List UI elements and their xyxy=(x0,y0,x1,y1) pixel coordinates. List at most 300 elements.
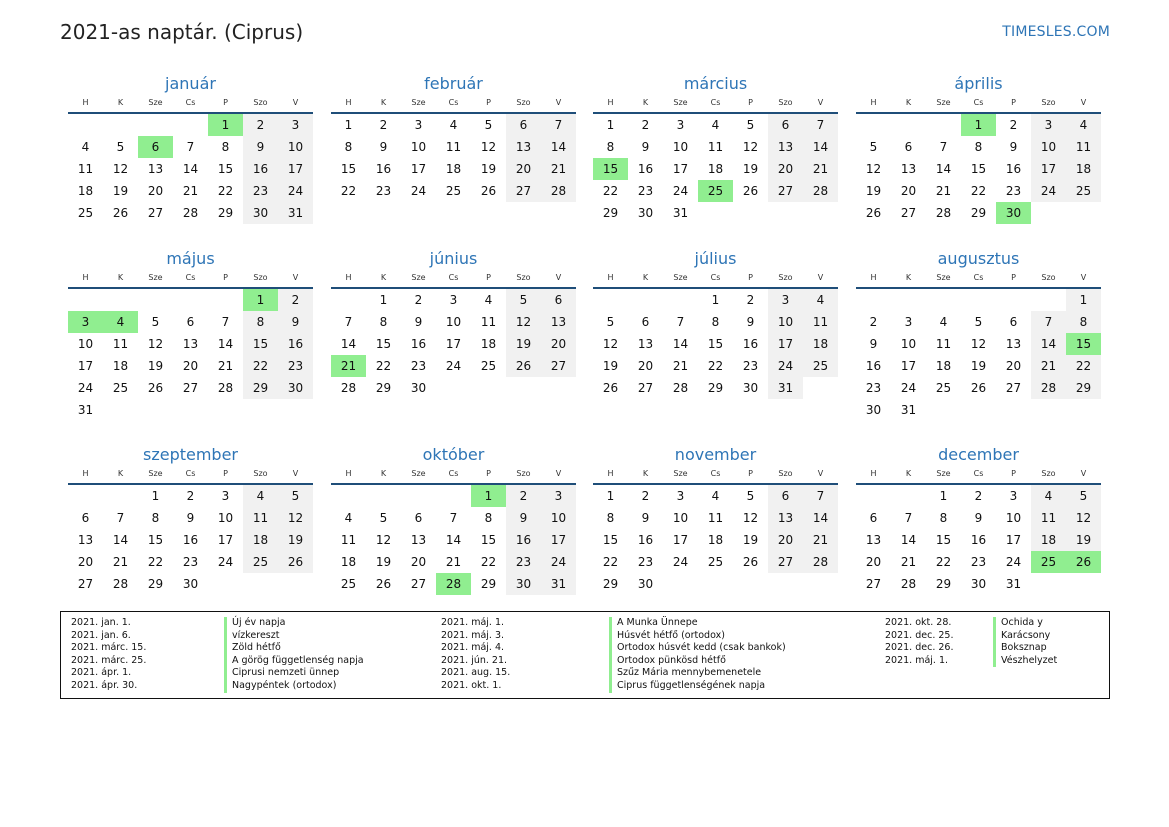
day-cell: 19 xyxy=(147,359,164,373)
day-cell: 26 xyxy=(278,551,313,573)
weekday-label: Szo xyxy=(778,469,793,478)
day-cell: 14 xyxy=(900,533,917,547)
day-cell: 15 xyxy=(243,333,278,355)
day-cell: 28 xyxy=(340,381,357,395)
day-cell: 22 xyxy=(375,359,392,373)
day-cell: 27 xyxy=(541,355,576,377)
day-cell: 10 xyxy=(768,311,803,333)
day-cell: 2 xyxy=(506,485,541,507)
weekday-label: P xyxy=(486,469,491,478)
holiday-day-cell: 15 xyxy=(1066,333,1101,355)
day-cell: 4 xyxy=(449,118,458,132)
day-cell: 18 xyxy=(243,529,278,551)
day-cell: 22 xyxy=(707,359,724,373)
day-cell: 12 xyxy=(970,337,987,351)
day-cell: 28 xyxy=(182,206,199,220)
day-cell: 14 xyxy=(672,337,689,351)
day-cell: 3 xyxy=(904,315,913,329)
day-cell: 14 xyxy=(217,337,234,351)
day-cell: 26 xyxy=(602,381,619,395)
day-cell: 11 xyxy=(445,140,462,154)
weekday-label: V xyxy=(817,98,824,107)
empty-cell xyxy=(208,289,243,311)
day-cell: 8 xyxy=(606,511,615,525)
day-cell: 9 xyxy=(641,140,650,154)
day-cell: 28 xyxy=(803,551,838,573)
day-cell: 9 xyxy=(186,511,195,525)
weekday-label: Szo xyxy=(253,98,268,107)
day-cell: 7 xyxy=(541,114,576,136)
empty-cell xyxy=(68,289,103,311)
weekday-label: Szo xyxy=(516,273,531,282)
day-cell: 4 xyxy=(81,140,90,154)
day-cell: 12 xyxy=(147,337,164,351)
weekday-label: K xyxy=(905,98,912,107)
weekday-header xyxy=(68,467,313,485)
legend-names-1 xyxy=(224,617,364,693)
day-cell: 13 xyxy=(77,533,94,547)
weekday-label: Szo xyxy=(778,98,793,107)
day-cell: 25 xyxy=(935,381,952,395)
weekday-label: H xyxy=(82,273,89,282)
day-cell: 24 xyxy=(1005,555,1022,569)
day-cell: 27 xyxy=(900,206,917,220)
day-cell: 30 xyxy=(742,381,759,395)
weekday-label: Cs xyxy=(973,98,984,107)
empty-cell xyxy=(436,485,471,507)
day-cell: 30 xyxy=(182,577,199,591)
legend-holiday-name: Zöld hétfő xyxy=(224,642,364,655)
day-cell: 20 xyxy=(147,184,164,198)
day-cell: 7 xyxy=(904,511,913,525)
day-cell: 8 xyxy=(606,140,615,154)
day-cell: 28 xyxy=(217,381,234,395)
day-cell: 5 xyxy=(151,315,160,329)
weekday-label: P xyxy=(748,273,753,282)
empty-cell xyxy=(68,114,103,136)
day-cell: 7 xyxy=(803,114,838,136)
weekday-header xyxy=(593,96,838,114)
day-grid xyxy=(593,114,838,224)
day-cell: 14 xyxy=(1031,333,1066,355)
day-cell: 31 xyxy=(768,377,803,399)
day-cell: 11 xyxy=(77,162,94,176)
day-cell: 17 xyxy=(672,533,689,547)
day-cell: 22 xyxy=(243,355,278,377)
day-grid xyxy=(68,485,313,595)
holiday-legend xyxy=(60,611,1110,699)
empty-cell xyxy=(856,114,891,136)
legend-holiday-name: A Munka Ünnepe xyxy=(609,617,786,630)
day-cell: 21 xyxy=(217,359,234,373)
day-cell: 21 xyxy=(935,184,952,198)
day-cell: 2 xyxy=(1009,118,1018,132)
day-cell: 1 xyxy=(344,118,353,132)
month-name: május xyxy=(166,249,215,268)
day-cell: 5 xyxy=(379,511,388,525)
day-cell: 18 xyxy=(935,359,952,373)
page-title: 2021-as naptár. (Ciprus) xyxy=(60,20,304,44)
day-cell: 30 xyxy=(506,573,541,595)
day-cell: 28 xyxy=(541,180,576,202)
day-cell: 14 xyxy=(541,136,576,158)
day-cell: 17 xyxy=(278,158,313,180)
day-cell: 1 xyxy=(939,489,948,503)
empty-cell xyxy=(103,114,138,136)
day-cell: 17 xyxy=(77,359,94,373)
holiday-day-cell: 1 xyxy=(208,114,243,136)
day-cell: 24 xyxy=(768,355,803,377)
day-grid xyxy=(593,485,838,595)
weekday-header xyxy=(856,96,1101,114)
day-cell: 15 xyxy=(935,533,952,547)
weekday-label: Sze xyxy=(411,98,426,107)
day-cell: 16 xyxy=(506,529,541,551)
day-cell: 16 xyxy=(375,162,392,176)
legend-holiday-date: 2021. ápr. 1. xyxy=(71,667,132,679)
month-name: szeptember xyxy=(142,445,238,464)
day-cell: 22 xyxy=(970,184,987,198)
day-cell: 23 xyxy=(410,359,427,373)
weekday-label: Sze xyxy=(936,469,951,478)
day-cell: 5 xyxy=(1066,485,1101,507)
legend-dates-1 xyxy=(71,617,146,693)
empty-cell xyxy=(891,289,926,311)
day-cell: 21 xyxy=(112,555,129,569)
weekday-label: H xyxy=(345,273,352,282)
legend-holiday-name: vízkereszt xyxy=(224,630,364,643)
day-cell: 12 xyxy=(742,140,759,154)
day-cell: 21 xyxy=(541,158,576,180)
legend-holiday-date: 2021. okt. 28. xyxy=(885,617,952,628)
day-cell: 18 xyxy=(77,184,94,198)
day-cell: 11 xyxy=(707,511,724,525)
day-cell: 4 xyxy=(1066,114,1101,136)
day-grid xyxy=(856,289,1101,421)
site-link[interactable]: TIMESLES.COM xyxy=(1002,24,1110,40)
day-cell: 5 xyxy=(606,315,615,329)
day-cell: 27 xyxy=(865,577,882,591)
holiday-day-cell: 15 xyxy=(593,158,628,180)
day-cell: 28 xyxy=(900,577,917,591)
day-cell: 8 xyxy=(711,315,720,329)
weekday-label: Szo xyxy=(253,469,268,478)
day-cell: 3 xyxy=(278,114,313,136)
month-name: április xyxy=(954,74,1003,93)
day-cell: 19 xyxy=(506,333,541,355)
day-grid xyxy=(331,289,576,399)
day-cell: 21 xyxy=(803,158,838,180)
weekday-label: Sze xyxy=(936,98,951,107)
day-cell: 22 xyxy=(602,184,619,198)
day-cell: 31 xyxy=(900,403,917,417)
weekday-label: Sze xyxy=(673,98,688,107)
day-cell: 13 xyxy=(541,311,576,333)
day-cell: 18 xyxy=(707,162,724,176)
legend-holiday-date: 2021. márc. 15. xyxy=(71,642,147,654)
legend-holiday-date: 2021. dec. 25. xyxy=(885,629,954,641)
weekday-label: H xyxy=(82,469,89,478)
empty-cell xyxy=(331,289,366,311)
day-cell: 31 xyxy=(1005,577,1022,591)
day-cell: 10 xyxy=(672,140,689,154)
day-cell: 22 xyxy=(935,555,952,569)
day-cell: 30 xyxy=(637,577,654,591)
holiday-day-cell: 21 xyxy=(331,355,366,377)
weekday-label: K xyxy=(642,273,649,282)
day-cell: 27 xyxy=(410,577,427,591)
day-cell: 3 xyxy=(676,489,685,503)
day-cell: 27 xyxy=(768,551,803,573)
month-name: január xyxy=(165,74,216,93)
empty-cell xyxy=(1031,289,1066,311)
day-cell: 9 xyxy=(243,136,278,158)
month-3 xyxy=(593,73,838,224)
day-cell: 16 xyxy=(278,333,313,355)
day-cell: 10 xyxy=(900,337,917,351)
weekday-label: V xyxy=(555,469,562,478)
legend-holiday-date: 2021. máj. 4. xyxy=(441,642,505,654)
day-cell: 12 xyxy=(865,162,882,176)
day-cell: 2 xyxy=(243,114,278,136)
day-cell: 30 xyxy=(865,403,882,417)
weekday-label: Szo xyxy=(253,273,268,282)
day-cell: 14 xyxy=(445,533,462,547)
day-cell: 25 xyxy=(340,577,357,591)
day-cell: 8 xyxy=(151,511,160,525)
month-7 xyxy=(593,248,838,399)
day-cell: 27 xyxy=(182,381,199,395)
day-cell: 16 xyxy=(1005,162,1022,176)
day-cell: 2 xyxy=(974,489,983,503)
day-cell: 26 xyxy=(112,206,129,220)
day-cell: 29 xyxy=(707,381,724,395)
day-cell: 18 xyxy=(340,555,357,569)
day-cell: 19 xyxy=(742,162,759,176)
day-cell: 13 xyxy=(768,507,803,529)
day-cell: 1 xyxy=(1066,289,1101,311)
empty-cell xyxy=(628,289,663,311)
day-cell: 6 xyxy=(81,511,90,525)
empty-cell xyxy=(68,485,103,507)
day-cell: 7 xyxy=(221,315,230,329)
empty-cell xyxy=(996,289,1031,311)
day-cell: 15 xyxy=(970,162,987,176)
day-cell: 24 xyxy=(445,359,462,373)
weekday-label: V xyxy=(1080,98,1087,107)
day-cell: 11 xyxy=(340,533,357,547)
weekday-label: Szo xyxy=(516,469,531,478)
legend-holiday-name: Ochida y xyxy=(993,617,1057,630)
day-cell: 29 xyxy=(935,577,952,591)
day-cell: 24 xyxy=(672,184,689,198)
day-cell: 26 xyxy=(742,555,759,569)
day-cell: 3 xyxy=(414,118,423,132)
day-cell: 18 xyxy=(480,337,497,351)
month-9 xyxy=(68,444,313,595)
day-cell: 31 xyxy=(278,202,313,224)
day-cell: 13 xyxy=(768,136,803,158)
day-cell: 24 xyxy=(278,180,313,202)
month-name: március xyxy=(683,74,748,93)
day-cell: 3 xyxy=(449,293,458,307)
holiday-day-cell: 1 xyxy=(961,114,996,136)
day-cell: 13 xyxy=(637,337,654,351)
day-cell: 7 xyxy=(803,485,838,507)
day-cell: 30 xyxy=(637,206,654,220)
day-cell: 4 xyxy=(243,485,278,507)
day-cell: 12 xyxy=(1066,507,1101,529)
day-cell: 14 xyxy=(340,337,357,351)
day-cell: 27 xyxy=(77,577,94,591)
day-cell: 12 xyxy=(375,533,392,547)
day-cell: 16 xyxy=(243,158,278,180)
legend-dates-3 xyxy=(885,617,953,667)
weekday-label: Szo xyxy=(778,273,793,282)
weekday-label: P xyxy=(486,273,491,282)
day-cell: 7 xyxy=(186,140,195,154)
weekday-label: H xyxy=(82,98,89,107)
weekday-label: Sze xyxy=(673,273,688,282)
day-cell: 27 xyxy=(637,381,654,395)
day-cell: 22 xyxy=(217,184,234,198)
day-cell: 10 xyxy=(672,511,689,525)
day-cell: 20 xyxy=(506,158,541,180)
day-cell: 29 xyxy=(970,206,987,220)
day-cell: 19 xyxy=(865,184,882,198)
day-cell: 21 xyxy=(900,555,917,569)
holiday-day-cell: 25 xyxy=(1031,551,1066,573)
month-name: december xyxy=(938,445,1019,464)
day-cell: 25 xyxy=(1066,180,1101,202)
day-cell: 8 xyxy=(379,315,388,329)
day-cell: 1 xyxy=(379,293,388,307)
day-cell: 9 xyxy=(414,315,423,329)
empty-cell xyxy=(856,289,891,311)
day-cell: 19 xyxy=(970,359,987,373)
empty-cell xyxy=(103,485,138,507)
weekday-label: H xyxy=(870,98,877,107)
weekday-label: Cs xyxy=(710,469,721,478)
day-cell: 25 xyxy=(243,551,278,573)
day-cell: 4 xyxy=(711,489,720,503)
day-cell: 8 xyxy=(484,511,493,525)
day-cell: 12 xyxy=(742,511,759,525)
weekday-label: Cs xyxy=(185,469,196,478)
day-cell: 15 xyxy=(602,533,619,547)
day-cell: 24 xyxy=(217,555,234,569)
weekday-label: Cs xyxy=(448,98,459,107)
day-cell: 6 xyxy=(1009,315,1018,329)
empty-cell xyxy=(961,289,996,311)
day-cell: 19 xyxy=(1066,529,1101,551)
legend-names-2 xyxy=(609,617,786,693)
month-12 xyxy=(856,444,1101,595)
day-cell: 1 xyxy=(606,118,615,132)
legend-holiday-date: 2021. aug. 15. xyxy=(441,667,511,679)
weekday-label: P xyxy=(1011,469,1016,478)
day-cell: 24 xyxy=(541,551,576,573)
day-cell: 10 xyxy=(1031,136,1066,158)
day-cell: 15 xyxy=(707,337,724,351)
empty-cell xyxy=(366,485,401,507)
day-cell: 11 xyxy=(935,337,952,351)
legend-holiday-name: A görög függetlenség napja xyxy=(224,655,364,668)
holiday-day-cell: 28 xyxy=(436,573,471,595)
weekday-label: K xyxy=(380,469,387,478)
day-cell: 18 xyxy=(1031,529,1066,551)
day-cell: 24 xyxy=(77,381,94,395)
day-grid xyxy=(856,485,1101,595)
day-cell: 28 xyxy=(1031,377,1066,399)
day-grid xyxy=(331,485,576,595)
day-cell: 26 xyxy=(970,381,987,395)
day-grid xyxy=(856,114,1101,224)
day-cell: 21 xyxy=(672,359,689,373)
day-cell: 16 xyxy=(410,337,427,351)
day-cell: 17 xyxy=(410,162,427,176)
day-cell: 20 xyxy=(768,158,803,180)
day-cell: 4 xyxy=(1031,485,1066,507)
weekday-header xyxy=(68,96,313,114)
day-cell: 21 xyxy=(445,555,462,569)
day-cell: 15 xyxy=(340,162,357,176)
weekday-header xyxy=(331,96,576,114)
day-cell: 5 xyxy=(746,118,755,132)
month-name: november xyxy=(674,445,757,464)
day-cell: 8 xyxy=(344,140,353,154)
month-name: július xyxy=(694,249,737,268)
day-cell: 18 xyxy=(1066,158,1101,180)
day-cell: 18 xyxy=(803,333,838,355)
weekday-label: H xyxy=(870,469,877,478)
day-cell: 10 xyxy=(77,337,94,351)
day-cell: 20 xyxy=(182,359,199,373)
day-cell: 9 xyxy=(506,507,541,529)
day-cell: 6 xyxy=(768,114,803,136)
day-cell: 20 xyxy=(1005,359,1022,373)
day-cell: 16 xyxy=(865,359,882,373)
weekday-header xyxy=(593,467,838,485)
weekday-label: H xyxy=(345,469,352,478)
legend-holiday-name: Új év napja xyxy=(224,617,364,630)
legend-holiday-name: Ortodox pünkösd hétfő xyxy=(609,655,786,668)
day-cell: 23 xyxy=(182,555,199,569)
day-cell: 10 xyxy=(1005,511,1022,525)
day-cell: 9 xyxy=(379,140,388,154)
day-cell: 15 xyxy=(147,533,164,547)
day-cell: 26 xyxy=(742,184,759,198)
weekday-label: K xyxy=(380,273,387,282)
day-cell: 7 xyxy=(1031,311,1066,333)
day-cell: 20 xyxy=(410,555,427,569)
weekday-label: Szo xyxy=(516,98,531,107)
day-cell: 5 xyxy=(484,118,493,132)
day-cell: 20 xyxy=(77,555,94,569)
month-10 xyxy=(331,444,576,595)
holiday-day-cell: 4 xyxy=(103,311,138,333)
day-cell: 15 xyxy=(217,162,234,176)
day-cell: 27 xyxy=(506,180,541,202)
day-cell: 28 xyxy=(672,381,689,395)
day-cell: 24 xyxy=(410,184,427,198)
day-cell: 13 xyxy=(900,162,917,176)
empty-cell xyxy=(593,289,628,311)
day-cell: 28 xyxy=(935,206,952,220)
day-cell: 5 xyxy=(974,315,983,329)
day-cell: 7 xyxy=(939,140,948,154)
day-cell: 13 xyxy=(147,162,164,176)
